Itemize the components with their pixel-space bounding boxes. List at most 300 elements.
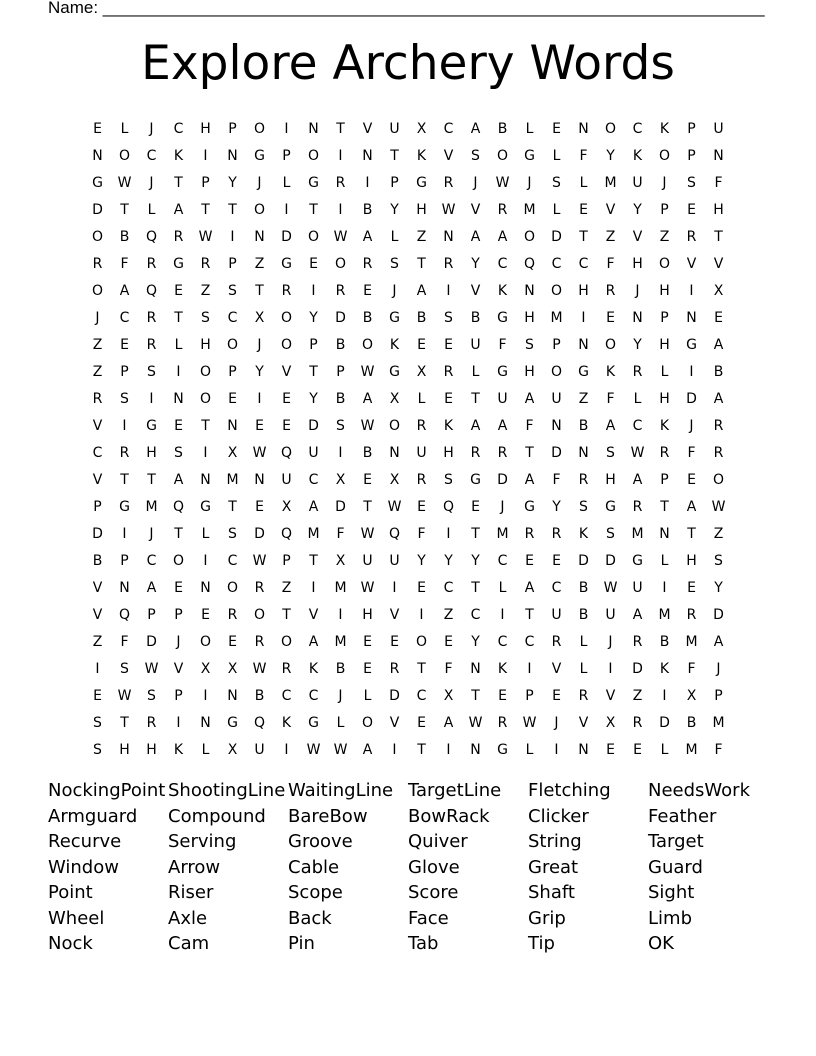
- grid-letter: C: [119, 309, 130, 326]
- grid-letter: A: [686, 498, 697, 515]
- grid-letter: X: [254, 309, 265, 326]
- grid-letter: P: [282, 147, 291, 164]
- grid-letter: O: [307, 228, 320, 245]
- grid-letter: F: [120, 255, 129, 272]
- grid-letter: R: [497, 201, 508, 218]
- grid-letter: W: [333, 741, 348, 758]
- grid-letter: R: [416, 417, 427, 434]
- grid-letter: J: [149, 120, 154, 137]
- grid-letter: V: [470, 282, 481, 299]
- word-bank-item: Sight: [648, 882, 695, 903]
- grid-letter: L: [390, 228, 399, 245]
- grid-letter: Z: [632, 687, 643, 704]
- grid-letter: J: [473, 174, 478, 191]
- grid-letter: T: [120, 471, 129, 488]
- grid-letter: H: [686, 552, 697, 569]
- grid-letter: I: [122, 525, 127, 542]
- grid-letter: X: [227, 660, 238, 677]
- grid-letter: L: [633, 390, 642, 407]
- grid-letter: E: [606, 309, 615, 326]
- grid-letter: L: [579, 660, 588, 677]
- grid-letter: V: [389, 714, 400, 731]
- grid-letter: T: [525, 606, 534, 623]
- grid-letter: N: [551, 417, 562, 434]
- grid-letter: R: [254, 633, 265, 650]
- grid-letter: T: [309, 363, 318, 380]
- grid-letter: O: [415, 633, 428, 650]
- grid-letter: R: [146, 336, 157, 353]
- grid-letter: L: [579, 174, 588, 191]
- grid-letter: E: [228, 633, 237, 650]
- grid-letter: N: [173, 390, 184, 407]
- grid-letter: T: [417, 660, 426, 677]
- grid-letter: A: [173, 471, 184, 488]
- grid-letter: D: [659, 714, 670, 731]
- grid-letter: V: [173, 660, 184, 677]
- grid-letter: O: [361, 336, 374, 353]
- grid-letter: G: [308, 174, 319, 191]
- grid-letter: L: [660, 741, 669, 758]
- grid-letter: C: [227, 552, 238, 569]
- grid-letter: F: [687, 444, 696, 461]
- grid-letter: P: [309, 336, 318, 353]
- grid-letter: G: [605, 498, 616, 515]
- grid-letter: H: [443, 444, 454, 461]
- grid-letter: I: [365, 174, 370, 191]
- grid-letter: Z: [92, 336, 103, 353]
- grid-letter: N: [713, 147, 724, 164]
- word-bank-item: Point: [48, 882, 93, 903]
- grid-letter: W: [333, 228, 348, 245]
- grid-letter: L: [660, 363, 669, 380]
- grid-letter: T: [201, 201, 210, 218]
- grid-letter: O: [172, 552, 185, 569]
- grid-letter: R: [497, 714, 508, 731]
- grid-letter: S: [444, 309, 453, 326]
- grid-letter: Z: [578, 390, 589, 407]
- grid-letter: I: [203, 147, 208, 164]
- grid-letter: Z: [443, 606, 454, 623]
- grid-letter: I: [338, 147, 343, 164]
- grid-letter: R: [578, 471, 589, 488]
- grid-letter: S: [147, 363, 156, 380]
- grid-letter: S: [93, 714, 102, 731]
- grid-letter: D: [308, 417, 319, 434]
- grid-letter: O: [253, 120, 266, 137]
- grid-letter: I: [392, 741, 397, 758]
- grid-letter: I: [446, 525, 451, 542]
- grid-letter: I: [230, 228, 235, 245]
- grid-letter: E: [363, 282, 372, 299]
- word-bank-item: Compound: [168, 805, 266, 827]
- grid-letter: R: [443, 174, 454, 191]
- grid-letter: M: [712, 714, 725, 731]
- grid-letter: Y: [471, 633, 480, 650]
- grid-letter: P: [228, 363, 237, 380]
- word-bank-item: Axle: [168, 907, 208, 929]
- grid-letter: E: [228, 390, 237, 407]
- grid-letter: D: [713, 606, 724, 623]
- grid-letter: S: [120, 390, 129, 407]
- grid-letter: Z: [254, 255, 265, 272]
- grid-letter: R: [119, 444, 130, 461]
- grid-letter: C: [308, 687, 319, 704]
- grid-letter: V: [92, 471, 103, 488]
- grid-letter: M: [523, 201, 536, 218]
- grid-letter: T: [174, 309, 183, 326]
- word-bank-item: Great: [528, 856, 579, 878]
- grid-letter: H: [659, 282, 670, 299]
- grid-letter: X: [416, 120, 427, 137]
- grid-letter: O: [199, 633, 212, 650]
- grid-letter: S: [174, 444, 183, 461]
- grid-letter: W: [360, 525, 375, 542]
- grid-letter: O: [361, 714, 374, 731]
- grid-letter: P: [660, 471, 669, 488]
- grid-letter: E: [444, 336, 453, 353]
- word-bank-item: Quiver: [408, 831, 468, 852]
- grid-letter: U: [551, 606, 562, 623]
- grid-letter: T: [390, 147, 399, 164]
- grid-letter: D: [146, 633, 157, 650]
- grid-letter: B: [578, 579, 589, 596]
- grid-letter: Q: [442, 498, 455, 515]
- grid-letter: L: [552, 201, 561, 218]
- grid-letter: Y: [417, 552, 426, 569]
- grid-letter: F: [579, 147, 588, 164]
- word-bank-item: Serving: [168, 831, 237, 852]
- grid-letter: H: [146, 444, 157, 461]
- grid-letter: T: [228, 498, 237, 515]
- grid-letter: W: [495, 174, 510, 191]
- grid-letter: P: [552, 336, 561, 353]
- word-bank-item: Back: [288, 907, 332, 929]
- grid-letter: L: [336, 714, 345, 731]
- grid-letter: E: [444, 390, 453, 407]
- grid-letter: T: [417, 741, 426, 758]
- grid-letter: N: [200, 579, 211, 596]
- grid-letter: U: [632, 579, 643, 596]
- word-bank-item: Armguard: [48, 805, 138, 827]
- grid-letter: G: [686, 336, 697, 353]
- grid-letter: U: [551, 390, 562, 407]
- grid-letter: N: [254, 228, 265, 245]
- word-bank-item: Cable: [288, 856, 340, 878]
- word-bank-item: Cam: [168, 933, 210, 954]
- grid-letter: B: [335, 336, 346, 353]
- name-field-line[interactable]: Name: ______________________________________________________________________: [48, 0, 765, 17]
- word-bank-item: Arrow: [168, 856, 221, 878]
- grid-letter: S: [201, 309, 210, 326]
- grid-letter: I: [500, 606, 505, 623]
- grid-letter: M: [145, 498, 158, 515]
- grid-letter: A: [605, 417, 616, 434]
- word-bank-item: Window: [48, 856, 119, 878]
- grid-letter: C: [497, 552, 508, 569]
- grid-letter: O: [388, 417, 401, 434]
- grid-letter: E: [93, 687, 102, 704]
- grid-letter: T: [282, 606, 291, 623]
- grid-letter: O: [604, 120, 617, 137]
- grid-letter: O: [91, 228, 104, 245]
- grid-letter: N: [686, 309, 697, 326]
- grid-letter: W: [117, 687, 132, 704]
- word-bank-item: Target: [648, 831, 704, 852]
- grid-letter: M: [658, 606, 671, 623]
- grid-letter: J: [95, 309, 100, 326]
- grid-letter: N: [659, 525, 670, 542]
- grid-letter: Y: [471, 552, 480, 569]
- grid-letter: O: [658, 147, 671, 164]
- grid-letter: K: [659, 120, 670, 137]
- grid-letter: U: [497, 390, 508, 407]
- grid-letter: A: [470, 120, 481, 137]
- word-bank-item: BowRack: [408, 805, 490, 827]
- grid-letter: E: [687, 201, 696, 218]
- grid-letter: U: [713, 120, 724, 137]
- grid-letter: E: [687, 471, 696, 488]
- word-bank-item: BareBow: [288, 805, 368, 827]
- grid-letter: E: [525, 552, 534, 569]
- grid-letter: G: [497, 309, 508, 326]
- grid-letter: A: [497, 417, 508, 434]
- grid-letter: G: [254, 147, 265, 164]
- grid-letter: B: [362, 444, 373, 461]
- grid-letter: I: [446, 282, 451, 299]
- grid-letter: E: [714, 309, 723, 326]
- grid-letter: P: [147, 606, 156, 623]
- grid-letter: X: [200, 660, 211, 677]
- grid-letter: S: [228, 282, 237, 299]
- grid-letter: O: [199, 363, 212, 380]
- grid-letter: R: [281, 282, 292, 299]
- grid-letter: T: [687, 525, 696, 542]
- grid-letter: P: [93, 498, 102, 515]
- grid-letter: M: [550, 309, 563, 326]
- grid-letter: E: [471, 498, 480, 515]
- grid-letter: T: [714, 228, 723, 245]
- grid-letter: I: [581, 309, 586, 326]
- grid-letter: P: [525, 687, 534, 704]
- word-bank-item: Nock: [48, 933, 93, 954]
- grid-letter: P: [228, 120, 237, 137]
- grid-letter: A: [713, 336, 724, 353]
- grid-letter: C: [92, 444, 103, 461]
- grid-letter: B: [659, 633, 670, 650]
- grid-letter: S: [714, 552, 723, 569]
- grid-letter: I: [338, 606, 343, 623]
- grid-letter: Y: [309, 309, 318, 326]
- grid-letter: I: [176, 363, 181, 380]
- grid-letter: K: [308, 660, 319, 677]
- grid-letter: O: [712, 471, 725, 488]
- grid-letter: P: [174, 687, 183, 704]
- grid-letter: E: [417, 336, 426, 353]
- grid-letter: U: [281, 471, 292, 488]
- grid-letter: O: [226, 579, 239, 596]
- grid-letter: E: [255, 417, 264, 434]
- word-bank-item: Tip: [528, 933, 555, 954]
- grid-letter: R: [659, 444, 670, 461]
- grid-letter: J: [392, 282, 397, 299]
- grid-letter: G: [416, 174, 427, 191]
- grid-letter: B: [470, 309, 481, 326]
- grid-letter: J: [149, 174, 154, 191]
- grid-letter: G: [146, 417, 157, 434]
- grid-letter: D: [605, 552, 616, 569]
- grid-letter: O: [91, 282, 104, 299]
- grid-letter: I: [662, 687, 667, 704]
- grid-letter: T: [147, 471, 156, 488]
- grid-letter: T: [417, 255, 426, 272]
- grid-letter: D: [551, 444, 562, 461]
- grid-letter: A: [308, 498, 319, 515]
- grid-letter: C: [551, 255, 562, 272]
- grid-letter: B: [335, 660, 346, 677]
- grid-letter: E: [282, 390, 291, 407]
- grid-letter: R: [470, 444, 481, 461]
- word-bank-item: ShootingLine: [168, 780, 286, 801]
- word-bank-item: Grip: [528, 907, 566, 929]
- grid-letter: L: [525, 741, 534, 758]
- grid-letter: V: [308, 606, 319, 623]
- grid-letter: W: [117, 174, 132, 191]
- grid-letter: G: [227, 714, 238, 731]
- grid-letter: P: [687, 120, 696, 137]
- grid-letter: E: [417, 714, 426, 731]
- grid-letter: Y: [390, 201, 399, 218]
- grid-letter: D: [335, 498, 346, 515]
- grid-letter: E: [390, 633, 399, 650]
- grid-letter: K: [443, 417, 454, 434]
- grid-letter: Z: [659, 228, 670, 245]
- word-bank-item: Guard: [648, 856, 703, 878]
- grid-letter: I: [203, 552, 208, 569]
- grid-letter: J: [608, 633, 613, 650]
- grid-letter: A: [524, 579, 535, 596]
- grid-letter: O: [496, 147, 509, 164]
- grid-letter: H: [119, 741, 130, 758]
- grid-letter: G: [497, 363, 508, 380]
- grid-letter: R: [146, 255, 157, 272]
- grid-letter: R: [632, 633, 643, 650]
- grid-letter: M: [334, 633, 347, 650]
- grid-letter: R: [605, 282, 616, 299]
- grid-letter: D: [497, 471, 508, 488]
- grid-letter: Z: [713, 525, 724, 542]
- grid-letter: I: [338, 444, 343, 461]
- grid-letter: I: [284, 741, 289, 758]
- grid-letter: T: [228, 201, 237, 218]
- grid-letter: S: [606, 525, 615, 542]
- word-bank-item: NockingPoint: [48, 780, 166, 801]
- grid-letter: Q: [523, 255, 536, 272]
- grid-letter: N: [92, 147, 103, 164]
- grid-letter: V: [605, 201, 616, 218]
- grid-letter: Z: [200, 282, 211, 299]
- grid-letter: P: [228, 255, 237, 272]
- grid-letter: F: [525, 417, 534, 434]
- grid-letter: M: [604, 174, 617, 191]
- grid-letter: O: [118, 147, 131, 164]
- grid-letter: I: [203, 687, 208, 704]
- grid-letter: K: [659, 417, 670, 434]
- grid-letter: L: [660, 552, 669, 569]
- grid-letter: G: [173, 255, 184, 272]
- grid-letter: L: [498, 579, 507, 596]
- grid-letter: F: [714, 741, 723, 758]
- grid-letter: A: [497, 228, 508, 245]
- word-bank: [48, 778, 768, 957]
- grid-letter: E: [174, 417, 183, 434]
- grid-letter: O: [550, 282, 563, 299]
- grid-letter: J: [662, 174, 667, 191]
- grid-letter: R: [632, 714, 643, 731]
- grid-letter: W: [252, 660, 267, 677]
- grid-letter: J: [176, 633, 181, 650]
- grid-letter: O: [253, 201, 266, 218]
- grid-letter: E: [444, 633, 453, 650]
- grid-letter: O: [604, 336, 617, 353]
- grid-letter: E: [363, 471, 372, 488]
- grid-letter: L: [120, 120, 129, 137]
- grid-letter: C: [227, 309, 238, 326]
- word-bank-item: NeedsWork: [648, 780, 750, 801]
- grid-letter: F: [444, 660, 453, 677]
- grid-letter: R: [551, 633, 562, 650]
- grid-letter: J: [527, 174, 532, 191]
- grid-letter: R: [713, 417, 724, 434]
- grid-letter: U: [416, 444, 427, 461]
- grid-letter: I: [608, 660, 613, 677]
- grid-letter: R: [443, 255, 454, 272]
- word-bank-item: Shaft: [528, 882, 575, 903]
- grid-letter: E: [282, 417, 291, 434]
- grid-letter: W: [144, 660, 159, 677]
- grid-letter: I: [257, 390, 262, 407]
- grid-letter: K: [173, 147, 184, 164]
- grid-letter: E: [174, 282, 183, 299]
- grid-letter: E: [417, 579, 426, 596]
- grid-letter: B: [686, 714, 697, 731]
- grid-letter: L: [525, 120, 534, 137]
- grid-letter: P: [336, 363, 345, 380]
- grid-letter: Q: [145, 282, 158, 299]
- grid-letter: R: [686, 606, 697, 623]
- grid-letter: J: [149, 525, 154, 542]
- grid-letter: A: [146, 579, 157, 596]
- grid-letter: C: [308, 471, 319, 488]
- grid-letter: B: [497, 120, 508, 137]
- grid-letter: W: [360, 417, 375, 434]
- grid-letter: U: [362, 552, 373, 569]
- grid-letter: G: [389, 309, 400, 326]
- word-bank-item: Recurve: [48, 831, 122, 852]
- grid-letter: T: [471, 390, 480, 407]
- grid-letter: U: [470, 336, 481, 353]
- grid-letter: C: [497, 255, 508, 272]
- grid-letter: S: [525, 336, 534, 353]
- grid-letter: I: [338, 201, 343, 218]
- grid-letter: M: [631, 525, 644, 542]
- grid-letter: T: [309, 201, 318, 218]
- word-bank-item: Fletching: [528, 780, 611, 801]
- grid-letter: T: [201, 417, 210, 434]
- grid-letter: R: [416, 471, 427, 488]
- grid-letter: S: [579, 498, 588, 515]
- grid-letter: Y: [228, 174, 237, 191]
- grid-letter: A: [632, 606, 643, 623]
